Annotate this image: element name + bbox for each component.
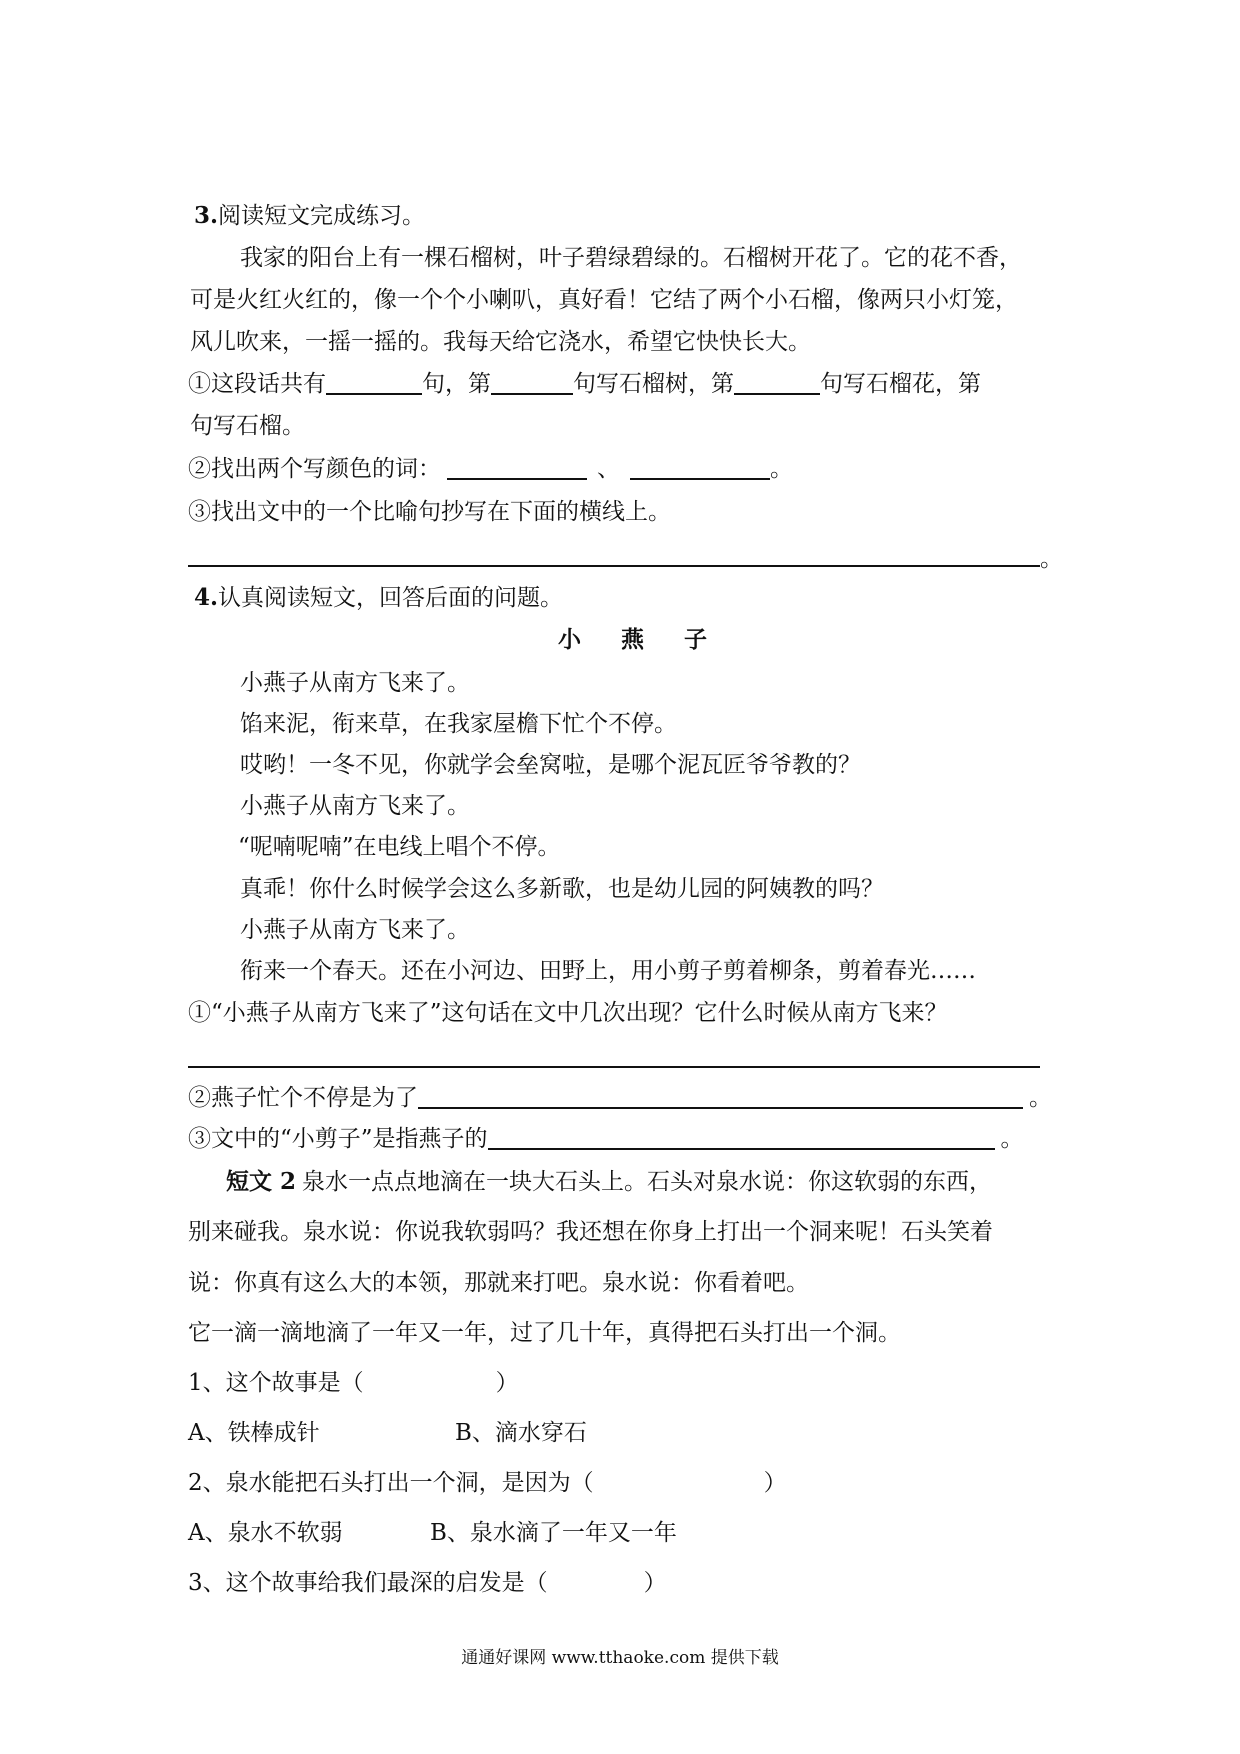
question-stem: 2、泉水能把石头打出一个洞，是因为（ <box>188 1470 594 1496</box>
poem-line: 真乖！你什么时候学会这么多新歌，也是幼儿园的阿姨教的吗？ <box>240 876 884 902</box>
q4-heading <box>194 583 563 613</box>
poem-line: 小燕子从南方飞来了。 <box>240 670 470 696</box>
passage2-q1-option-a[interactable]: A、铁棒成针 <box>188 1420 320 1446</box>
answer-blank[interactable] <box>630 456 770 480</box>
answer-blank[interactable] <box>734 371 820 395</box>
q4-sub2-text: ②燕子忙个不停是为了 <box>188 1085 418 1111</box>
passage2-q2-option-b[interactable]: B、泉水滴了一年又一年 <box>430 1520 677 1546</box>
answer-blank[interactable] <box>447 456 587 480</box>
q3-heading-text: 阅读短文完成练习。 <box>218 203 426 229</box>
poem-line: “呢喃呢喃”在电线上唱个不停。 <box>238 834 561 860</box>
poem-title-char: 小 <box>558 626 581 653</box>
close-paren: ） <box>495 1370 519 1396</box>
q3-sub1-text-d: 句写石榴花，第 <box>820 371 981 397</box>
period: 。 <box>1029 1085 1052 1111</box>
passage2-text: 泉水一点点地滴在一块大石头上。石头对泉水说：你这软弱的东西， <box>302 1169 993 1195</box>
answer-blank[interactable] <box>491 371 573 395</box>
passage2-q2 <box>188 1468 787 1498</box>
period: 。 <box>770 456 793 482</box>
q3-para-line-2: 可是火红火红的，像一个个小喇叭，真好看！它结了两个小石榴，像两只小灯笼， <box>190 287 1018 313</box>
passage2-q1 <box>188 1368 519 1398</box>
poem-title <box>538 625 727 655</box>
q3-sub2 <box>188 454 793 484</box>
poem-line: 衔来一个春天。还在小河边、田野上，用小剪子剪着柳条，剪着春光…… <box>240 958 976 984</box>
separator: 、 <box>597 456 620 482</box>
passage2-line-3: 说：你真有这么大的本领，那就来打吧。泉水说：你看着吧。 <box>188 1270 809 1296</box>
q4-sub2 <box>188 1083 1052 1113</box>
passage2-q3 <box>188 1568 667 1598</box>
q3-sub1 <box>188 369 981 399</box>
answer-line[interactable] <box>188 1066 1040 1068</box>
poem-line: 馅来泥，衔来草，在我家屋檐下忙个不停。 <box>240 711 677 737</box>
q3-sub1-text-c: 句写石榴树，第 <box>573 371 734 397</box>
answer-blank[interactable] <box>488 1126 995 1150</box>
q3-sub1-text-b: 句，第 <box>422 371 491 397</box>
question-stem: 3、这个故事给我们最深的启发是（ <box>188 1570 548 1596</box>
q4-heading-text: 认真阅读短文，回答后面的问题。 <box>218 585 564 611</box>
q3-number: 3. <box>194 202 219 229</box>
q3-sub1-text-a: ①这段话共有 <box>188 371 326 397</box>
q3-heading <box>194 201 425 231</box>
q4-sub3-text: ③文中的“小剪子”是指燕子的 <box>188 1126 488 1152</box>
q4-number: 4. <box>194 584 219 611</box>
poem-title-char: 燕 <box>621 626 644 653</box>
q3-sub1-cont: 句写石榴。 <box>190 413 305 439</box>
passage2-line-2: 别来碰我。泉水说：你说我软弱吗？我还想在你身上打出一个洞来呢！石头笑着 <box>188 1219 993 1245</box>
period: 。 <box>1040 546 1063 572</box>
q3-para-line-3: 风儿吹来，一摇一摇的。我每天给它浇水，希望它快快长大。 <box>190 329 811 355</box>
poem-title-char: 子 <box>684 626 707 653</box>
passage2-q2-option-a[interactable]: A、泉水不软弱 <box>188 1520 343 1546</box>
passage2-label: 短文 2 <box>226 1168 297 1195</box>
footer: 通通好课网 www.tthaoke.com 提供下载 <box>461 1648 779 1668</box>
period: 。 <box>1000 1126 1024 1152</box>
q4-sub3 <box>188 1124 1024 1154</box>
q3-sub3: ③找出文中的一个比喻句抄写在下面的横线上。 <box>188 499 671 525</box>
poem-line: 小燕子从南方飞来了。 <box>240 793 470 819</box>
q4-sub1: ①“小燕子从南方飞来了”这句话在文中几次出现？它什么时候从南方飞来？ <box>188 1000 948 1026</box>
close-paren: ） <box>763 1470 787 1496</box>
passage2-q1-option-b[interactable]: B、滴水穿石 <box>455 1420 587 1446</box>
q3-para-line-1: 我家的阳台上有一棵石榴树，叶子碧绿碧绿的。石榴树开花了。它的花不香， <box>240 245 1022 271</box>
poem-line: 小燕子从南方飞来了。 <box>240 917 470 943</box>
answer-line[interactable] <box>188 565 1040 567</box>
answer-blank[interactable] <box>418 1085 1023 1109</box>
close-paren: ） <box>643 1570 667 1596</box>
answer-blank[interactable] <box>326 371 422 395</box>
q3-sub2-text: ②找出两个写颜色的词： <box>188 456 441 482</box>
passage2-line-4: 它一滴一滴地滴了一年又一年，过了几十年，真得把石头打出一个洞。 <box>188 1320 901 1346</box>
question-stem: 1、这个故事是（ <box>188 1370 364 1396</box>
passage2-line-1 <box>226 1167 992 1197</box>
poem-line: 哎哟！一冬不见，你就学会垒窝啦，是哪个泥瓦匠爷爷教的？ <box>240 752 861 778</box>
